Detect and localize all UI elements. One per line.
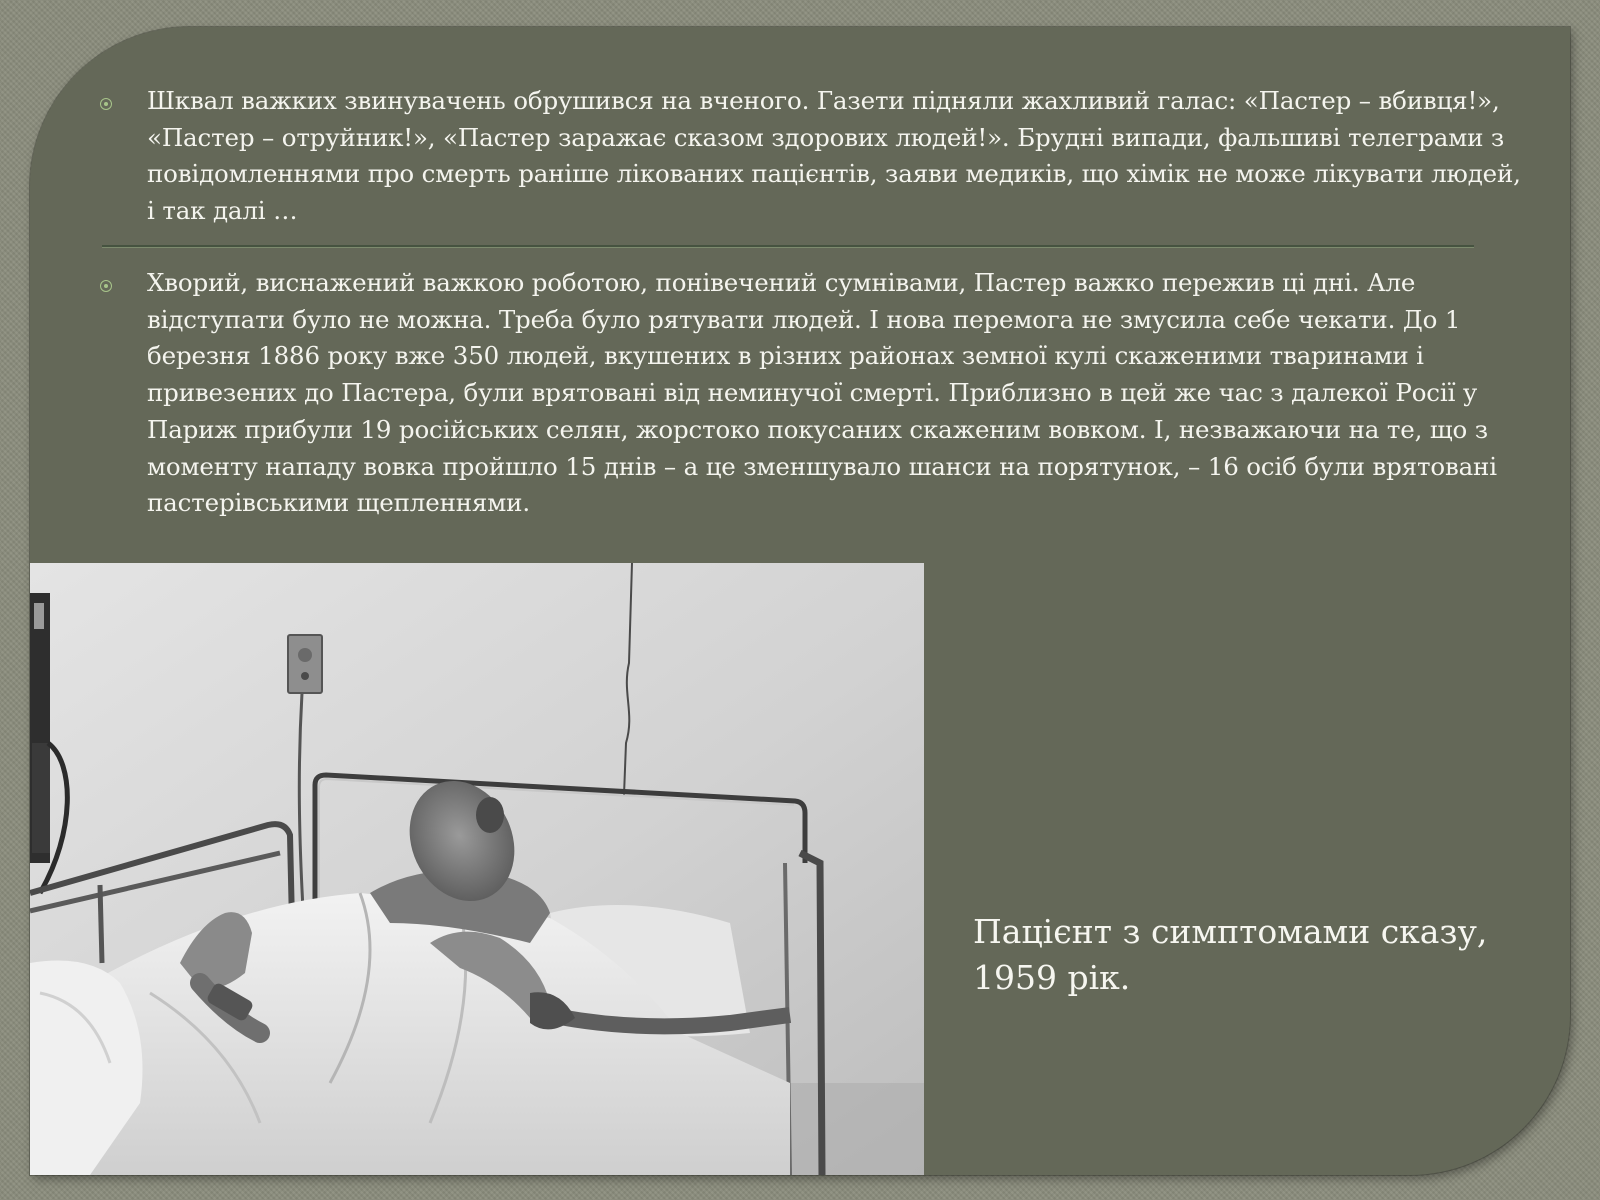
bullet-circle-icon xyxy=(100,98,112,110)
divider-line xyxy=(102,245,1474,248)
patient-photo xyxy=(30,563,924,1175)
bullet-text-1: Шквал важких звинувачень обрушився на вченого. Газети підняли жахливий галас: «Пастер – вбивця!», «Пастер – отруйник!», «Пастер заражає сказом здорових людей!». Брудні випади, фальшиві телеграми з повідомленнями про смерть раніше лікованих пацієнтів, заяви медиків, що хімік не може лікувати людей, і так далі … xyxy=(147,86,1521,226)
photo-caption: Пацієнт з симптомами сказу, 1959 рік. xyxy=(973,912,1488,997)
bullet-text-2: Хворий, виснажений важкою роботою, понівечений сумнівами, Пастер важко пережив ці дні. Але відступати було не можна. Треба було рятувати людей. І нова перемога не змусила себе чекати. До 1 березня 1886 року вже 350 людей, вкушених в різних районах земної кулі скаженими тваринами і привезених до Пастера, були врятовані від неминучої смерті. Приблизно в цей же час з далекої Росії у Париж прибули 19 російських селян, жорстоко покусаних скаженим вовком. І, незважаючи на те, що з моменту нападу вовка пройшло 15 днів – а це зменшувало шанси на порятунок, – 16 осіб були врятовані пастерівськими щепленнями. xyxy=(147,268,1497,518)
bullet-circle-icon xyxy=(100,280,112,292)
slide-panel xyxy=(30,27,1570,1175)
